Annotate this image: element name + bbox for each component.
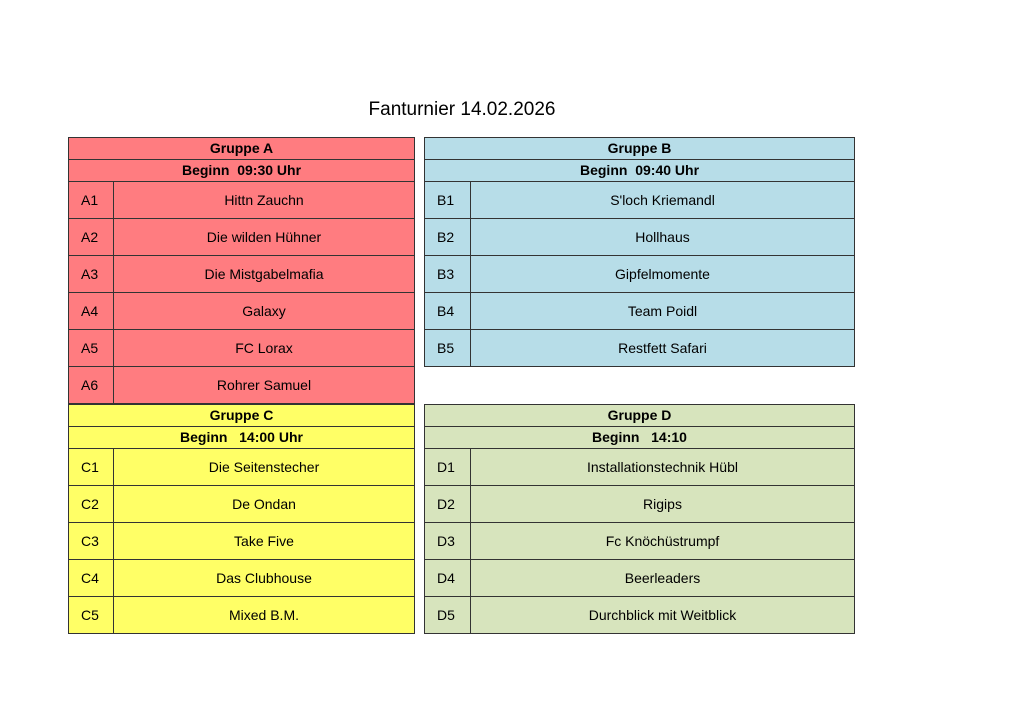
table-row bbox=[69, 367, 415, 404]
team-code: B1 bbox=[425, 182, 471, 219]
team-name: Fc Knöchüstrumpf bbox=[471, 523, 855, 560]
team-name: FC Lorax bbox=[114, 330, 415, 367]
table-row bbox=[425, 330, 855, 367]
group-b-table bbox=[424, 137, 855, 367]
team-name: Durchblick mit Weitblick bbox=[471, 597, 855, 634]
team-name: Die Seitenstecher bbox=[114, 449, 415, 486]
team-name: Hittn Zauchn bbox=[114, 182, 415, 219]
team-name: Die wilden Hühner bbox=[114, 219, 415, 256]
group-name: Gruppe B bbox=[425, 138, 855, 160]
group-start-time: Beginn 09:40 Uhr bbox=[425, 160, 855, 182]
team-code: A4 bbox=[69, 293, 114, 330]
group-start-time: Beginn 09:30 Uhr bbox=[69, 160, 415, 182]
table-row bbox=[69, 219, 415, 256]
team-name: Mixed B.M. bbox=[114, 597, 415, 634]
table-row bbox=[425, 597, 855, 634]
table-row bbox=[425, 256, 855, 293]
group-c-table bbox=[68, 404, 415, 634]
group-start-time: Beginn 14:00 Uhr bbox=[69, 427, 415, 449]
table-row bbox=[69, 597, 415, 634]
team-name: Galaxy bbox=[114, 293, 415, 330]
team-name: Installationstechnik Hübl bbox=[471, 449, 855, 486]
team-code: A3 bbox=[69, 256, 114, 293]
group-name: Gruppe C bbox=[69, 405, 415, 427]
table-row bbox=[425, 523, 855, 560]
team-name: S'loch Kriemandl bbox=[471, 182, 855, 219]
table-row bbox=[425, 560, 855, 597]
table-row bbox=[425, 449, 855, 486]
table-row bbox=[69, 486, 415, 523]
team-code: D5 bbox=[425, 597, 471, 634]
team-name: Rigips bbox=[471, 486, 855, 523]
group-name: Gruppe A bbox=[69, 138, 415, 160]
table-row bbox=[69, 330, 415, 367]
team-code: D4 bbox=[425, 560, 471, 597]
team-name: Take Five bbox=[114, 523, 415, 560]
team-code: C1 bbox=[69, 449, 114, 486]
team-name: Die Mistgabelmafia bbox=[114, 256, 415, 293]
team-code: D2 bbox=[425, 486, 471, 523]
group-d-table bbox=[424, 404, 855, 634]
table-row bbox=[425, 219, 855, 256]
team-code: C2 bbox=[69, 486, 114, 523]
team-code: C5 bbox=[69, 597, 114, 634]
group-a-table bbox=[68, 137, 415, 404]
team-code: A5 bbox=[69, 330, 114, 367]
group-start-time: Beginn 14:10 bbox=[425, 427, 855, 449]
team-code: A1 bbox=[69, 182, 114, 219]
table-row bbox=[69, 256, 415, 293]
page-title: Fanturnier 14.02.2026 bbox=[368, 99, 556, 120]
team-code: A2 bbox=[69, 219, 114, 256]
team-code: C4 bbox=[69, 560, 114, 597]
table-row bbox=[69, 523, 415, 560]
team-name: Restfett Safari bbox=[471, 330, 855, 367]
team-code: A6 bbox=[69, 367, 114, 404]
team-name: Beerleaders bbox=[471, 560, 855, 597]
team-code: B2 bbox=[425, 219, 471, 256]
table-row bbox=[69, 449, 415, 486]
team-name: De Ondan bbox=[114, 486, 415, 523]
team-code: D1 bbox=[425, 449, 471, 486]
table-row bbox=[425, 486, 855, 523]
team-code: B4 bbox=[425, 293, 471, 330]
table-row bbox=[425, 182, 855, 219]
team-name: Rohrer Samuel bbox=[114, 367, 415, 404]
team-name: Team Poidl bbox=[471, 293, 855, 330]
team-name: Das Clubhouse bbox=[114, 560, 415, 597]
team-name: Gipfelmomente bbox=[471, 256, 855, 293]
table-row bbox=[69, 182, 415, 219]
team-code: D3 bbox=[425, 523, 471, 560]
team-code: C3 bbox=[69, 523, 114, 560]
group-name: Gruppe D bbox=[425, 405, 855, 427]
team-code: B3 bbox=[425, 256, 471, 293]
table-row bbox=[425, 293, 855, 330]
team-code: B5 bbox=[425, 330, 471, 367]
table-row bbox=[69, 293, 415, 330]
table-row bbox=[69, 560, 415, 597]
team-name: Hollhaus bbox=[471, 219, 855, 256]
